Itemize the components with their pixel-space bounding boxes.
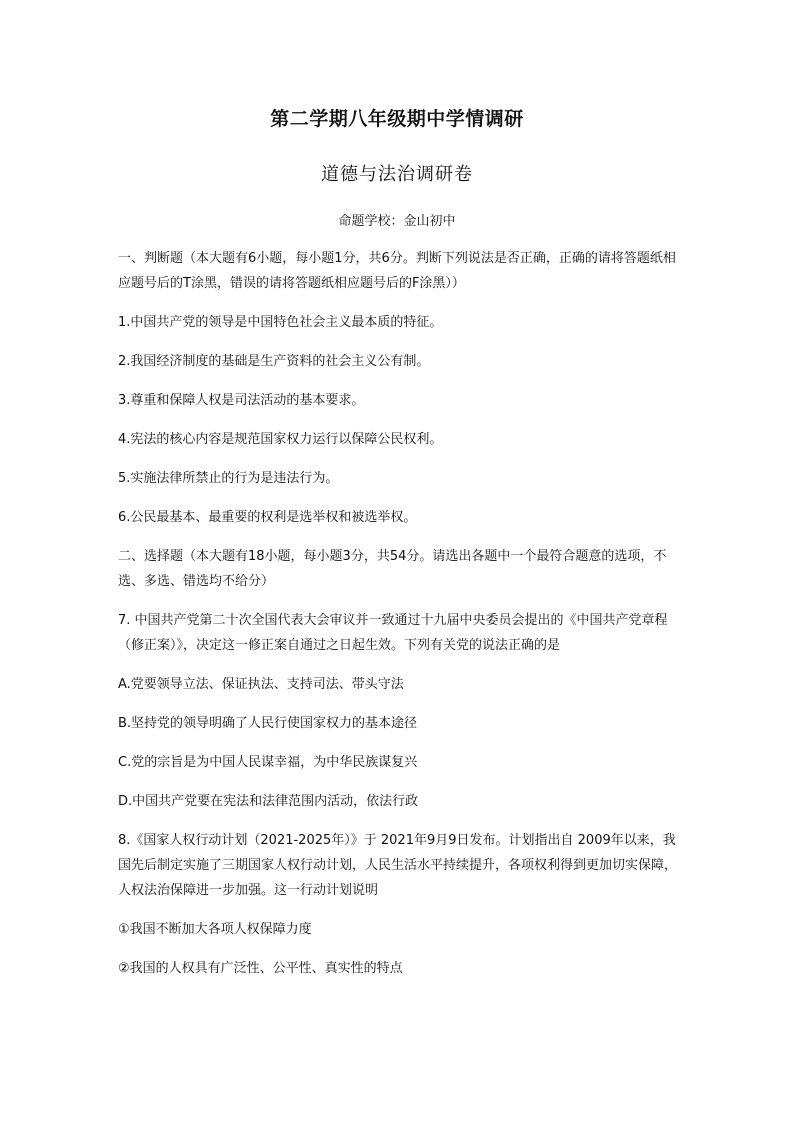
question-7-option-c: C.党的宗旨是为中国人民谋幸福，为中华民族谋复兴 bbox=[118, 755, 418, 770]
question-8-stem: 8.《国家人权行动计划（2021-2025年）》于 2021年9月9日发布。计划指出自 2009年以来，我国先后制定实施了三期国家人权行动计划，人民生活水平持续提升，各项权利得到更加切实保障，人权法治保障进一步加强。这一行动计划说明 bbox=[118, 833, 678, 898]
question-7-option-d: D.中国共产党要在宪法和法律范围内活动，依法行政 bbox=[118, 794, 419, 809]
tf-item-2: 2.我国经济制度的基础是生产资料的社会主义公有制。 bbox=[118, 354, 430, 369]
tf-item-4: 4.宪法的核心内容是规范国家权力运行以保障公民权利。 bbox=[118, 432, 443, 447]
question-8-option-1: ①我国不断加大各项人权保障力度 bbox=[118, 922, 312, 937]
question-8-option-2: ②我国的人权具有广泛性、公平性、真实性的特点 bbox=[118, 961, 403, 976]
tf-item-3: 3.尊重和保障人权是司法活动的基本要求。 bbox=[118, 393, 365, 408]
section1-heading: 一、判断题（本大题有6小题，每小题1分，共6分。判断下列说法是否正确，正确的请将答题纸相应题号后的T涂黑，错误的请将答题纸相应题号后的F涂黑）） bbox=[118, 251, 676, 291]
author-school: 命题学校：金山初中 bbox=[338, 214, 456, 229]
tf-item-1: 1.中国共产党的领导是中国特色社会主义最本质的特征。 bbox=[118, 315, 443, 330]
exam-body bbox=[118, 246, 678, 995]
section2-heading: 二、选择题（本大题有18小题，每小题3分，共54分。请选出各题中一个最符合题意的选项，不选、多选、错选均不给分） bbox=[118, 549, 667, 589]
tf-item-6: 6.公民最基本、最重要的权利是选举权和被选举权。 bbox=[118, 510, 417, 525]
question-7-option-a: A.党要领导立法、保证执法、支持司法、带头守法 bbox=[118, 677, 404, 692]
question-7-option-b: B.坚持党的领导明确了人民行使国家权力的基本途径 bbox=[118, 716, 418, 731]
exam-title: 第二学期八年级期中学情调研 bbox=[270, 108, 524, 130]
tf-item-5: 5.实施法律所禁止的行为是违法行为。 bbox=[118, 471, 339, 486]
exam-subtitle: 道德与法治调研卷 bbox=[321, 164, 473, 185]
question-7-stem: 7. 中国共产党第二十次全国代表大会审议并一致通过十九届中央委员会提出的《中国共产党章程（修正案）》，决定这一修正案自通过之日起生效。下列有关党的说法正确的是 bbox=[118, 613, 668, 653]
